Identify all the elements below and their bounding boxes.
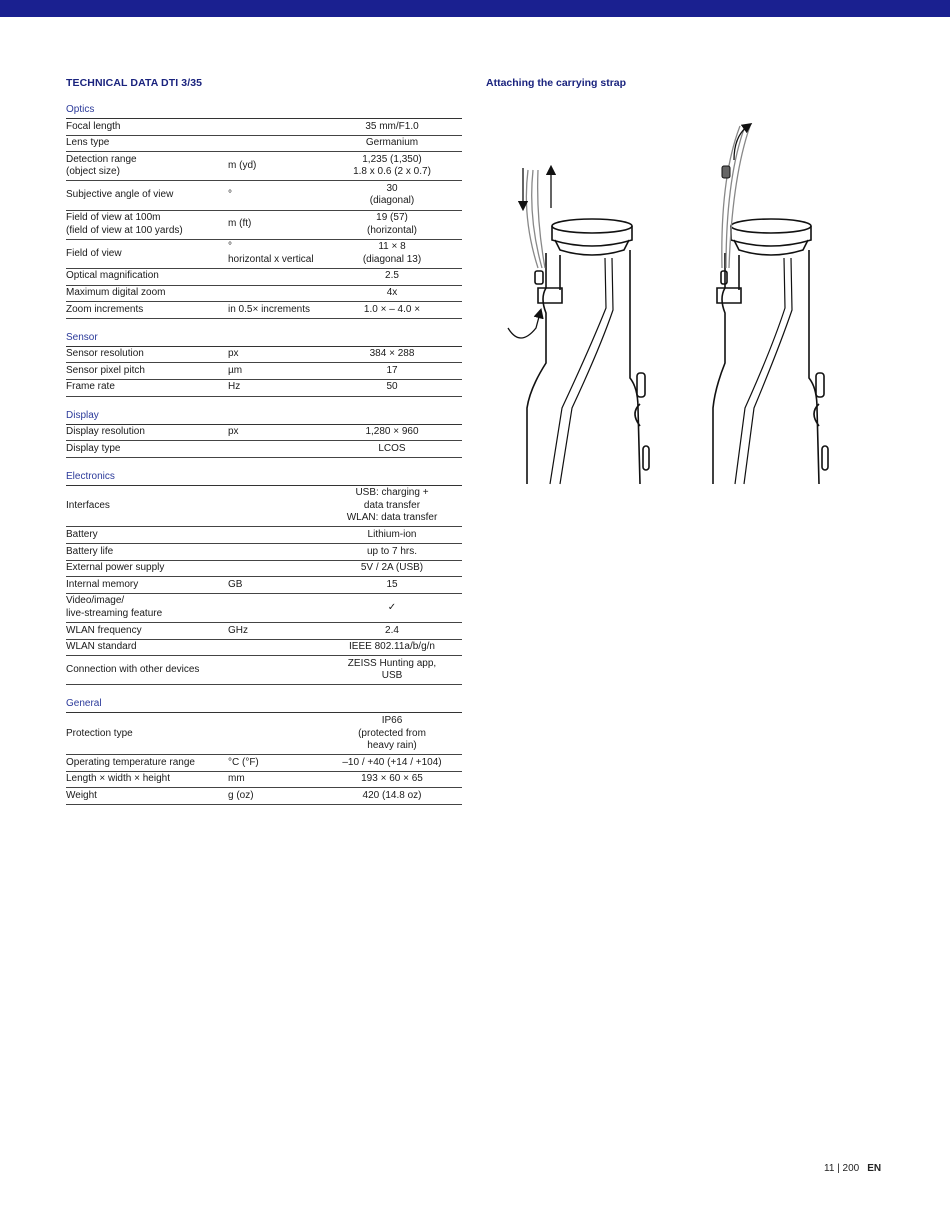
spec-label: Connection with other devices	[66, 656, 228, 685]
spec-value: 2.4	[340, 623, 462, 640]
table-row	[66, 656, 462, 685]
strap-illustration	[500, 118, 850, 488]
spec-value: 1,280 × 960	[340, 425, 462, 441]
table-row	[66, 210, 462, 239]
page-footer	[824, 1163, 881, 1174]
section-electronics	[66, 471, 462, 686]
spec-value: 1.0 × – 4.0 ×	[340, 302, 462, 319]
table-row	[66, 713, 462, 754]
table-row	[66, 577, 462, 594]
spec-unit	[228, 486, 340, 527]
table-row	[66, 135, 462, 152]
spec-value: ZEISS Hunting app, USB	[340, 656, 462, 685]
table-row	[66, 639, 462, 656]
spec-value: Lithium-ion	[340, 527, 462, 544]
spec-unit: GHz	[228, 623, 340, 640]
spec-unit: m (ft)	[228, 210, 340, 239]
spec-label: Internal memory	[66, 577, 228, 594]
spec-label: Display resolution	[66, 425, 228, 441]
language-code: EN	[867, 1163, 882, 1174]
spec-unit: ° horizontal x vertical	[228, 239, 340, 268]
page-title: TECHNICAL DATA DTI 3/35	[66, 77, 203, 89]
table-row	[66, 152, 462, 181]
section-title: Sensor	[66, 332, 462, 347]
spec-value: 193 × 60 × 65	[340, 771, 462, 788]
spec-unit: m (yd)	[228, 152, 340, 181]
page-total: 200	[842, 1163, 860, 1174]
table-row	[66, 560, 462, 577]
spec-unit: px	[228, 425, 340, 441]
spec-unit: °C (°F)	[228, 755, 340, 772]
spec-label: Optical magnification	[66, 268, 228, 285]
spec-value: up to 7 hrs.	[340, 544, 462, 561]
table-row	[66, 239, 462, 268]
table-row	[66, 441, 462, 458]
spec-unit	[228, 527, 340, 544]
section-title: General	[66, 698, 462, 713]
table-row	[66, 347, 462, 363]
spec-label: WLAN frequency	[66, 623, 228, 640]
spec-unit	[228, 560, 340, 577]
table-row	[66, 755, 462, 772]
device-illustration-right	[713, 219, 828, 484]
spec-value: ✓	[340, 593, 462, 622]
spec-label: WLAN standard	[66, 639, 228, 656]
spec-unit	[228, 593, 340, 622]
table-row	[66, 285, 462, 302]
spec-unit: °	[228, 181, 340, 210]
spec-unit	[228, 119, 340, 135]
spec-label: Battery	[66, 527, 228, 544]
spec-value: –10 / +40 (+14 / +104)	[340, 755, 462, 772]
table-row	[66, 425, 462, 441]
spec-table	[66, 713, 462, 805]
spec-unit	[228, 268, 340, 285]
spec-label: Protection type	[66, 713, 228, 754]
spec-label: Operating temperature range	[66, 755, 228, 772]
spec-label: Detection range (object size)	[66, 152, 228, 181]
spec-value: 5V / 2A (USB)	[340, 560, 462, 577]
spec-value: USB: charging + data transfer WLAN: data transfer	[340, 486, 462, 527]
spec-label: Weight	[66, 788, 228, 805]
spec-value: 19 (57) (horizontal)	[340, 210, 462, 239]
spec-unit	[228, 544, 340, 561]
spec-unit: mm	[228, 771, 340, 788]
spec-unit	[228, 639, 340, 656]
spec-unit	[228, 656, 340, 685]
spec-table	[66, 486, 462, 686]
spec-label: Interfaces	[66, 486, 228, 527]
strap-buckle-icon	[722, 166, 730, 178]
spec-value: 420 (14.8 oz)	[340, 788, 462, 805]
spec-value: 11 × 8 (diagonal 13)	[340, 239, 462, 268]
strap-cord-left	[526, 170, 545, 268]
spec-unit	[228, 713, 340, 754]
section-optics	[66, 104, 462, 319]
spec-value: 30 (diagonal)	[340, 181, 462, 210]
spec-label: Field of view at 100m (field of view at 100 yards)	[66, 210, 228, 239]
spec-unit	[228, 441, 340, 458]
spec-unit: g (oz)	[228, 788, 340, 805]
spec-label: Focal length	[66, 119, 228, 135]
spec-value: IP66 (protected from heavy rain)	[340, 713, 462, 754]
spec-value: Germanium	[340, 135, 462, 152]
spec-unit	[228, 135, 340, 152]
spec-sections	[66, 104, 462, 805]
section-general	[66, 698, 462, 805]
spec-value: 50	[340, 379, 462, 396]
spec-label: Sensor resolution	[66, 347, 228, 363]
spec-unit	[228, 285, 340, 302]
spec-label: Length × width × height	[66, 771, 228, 788]
table-row	[66, 119, 462, 135]
spec-label: Maximum digital zoom	[66, 285, 228, 302]
spec-table	[66, 347, 462, 397]
table-row	[66, 268, 462, 285]
spec-unit: Hz	[228, 379, 340, 396]
table-row	[66, 302, 462, 319]
strap-section	[486, 77, 886, 89]
spec-unit: in 0.5× increments	[228, 302, 340, 319]
spec-value: 1,235 (1,350) 1.8 x 0.6 (2 x 0.7)	[340, 152, 462, 181]
spec-label: Sensor pixel pitch	[66, 363, 228, 380]
page-separator: |	[834, 1163, 843, 1174]
spec-unit: px	[228, 347, 340, 363]
table-row	[66, 181, 462, 210]
spec-value: 2.5	[340, 268, 462, 285]
technical-data	[66, 77, 462, 805]
section-title: Display	[66, 410, 462, 425]
section-sensor	[66, 332, 462, 397]
section-title: Optics	[66, 104, 462, 119]
spec-label: External power supply	[66, 560, 228, 577]
header-bar	[0, 0, 950, 17]
spec-value: 384 × 288	[340, 347, 462, 363]
spec-table	[66, 119, 462, 319]
arrows-left	[508, 168, 551, 338]
spec-unit: µm	[228, 363, 340, 380]
spec-unit: GB	[228, 577, 340, 594]
table-row	[66, 544, 462, 561]
table-row	[66, 363, 462, 380]
spec-label: Lens type	[66, 135, 228, 152]
table-row	[66, 623, 462, 640]
table-row	[66, 486, 462, 527]
spec-label: Video/image/ live-streaming feature	[66, 593, 228, 622]
strap-cord-right	[722, 126, 750, 268]
spec-label: Display type	[66, 441, 228, 458]
spec-value: 35 mm/F1.0	[340, 119, 462, 135]
spec-label: Subjective angle of view	[66, 181, 228, 210]
section-display	[66, 410, 462, 458]
page-number: 11	[824, 1163, 835, 1174]
spec-table	[66, 425, 462, 458]
table-row	[66, 788, 462, 805]
device-illustration-left	[527, 219, 649, 484]
spec-label: Frame rate	[66, 379, 228, 396]
table-row	[66, 379, 462, 396]
spec-value: 15	[340, 577, 462, 594]
spec-value: 17	[340, 363, 462, 380]
spec-label: Field of view	[66, 239, 228, 268]
spec-value: 4x	[340, 285, 462, 302]
strap-title: Attaching the carrying strap	[486, 77, 627, 89]
section-title: Electronics	[66, 471, 462, 486]
table-row	[66, 771, 462, 788]
spec-label: Zoom increments	[66, 302, 228, 319]
spec-value: LCOS	[340, 441, 462, 458]
table-row	[66, 593, 462, 622]
spec-label: Battery life	[66, 544, 228, 561]
spec-value: IEEE 802.11a/b/g/n	[340, 639, 462, 656]
table-row	[66, 527, 462, 544]
